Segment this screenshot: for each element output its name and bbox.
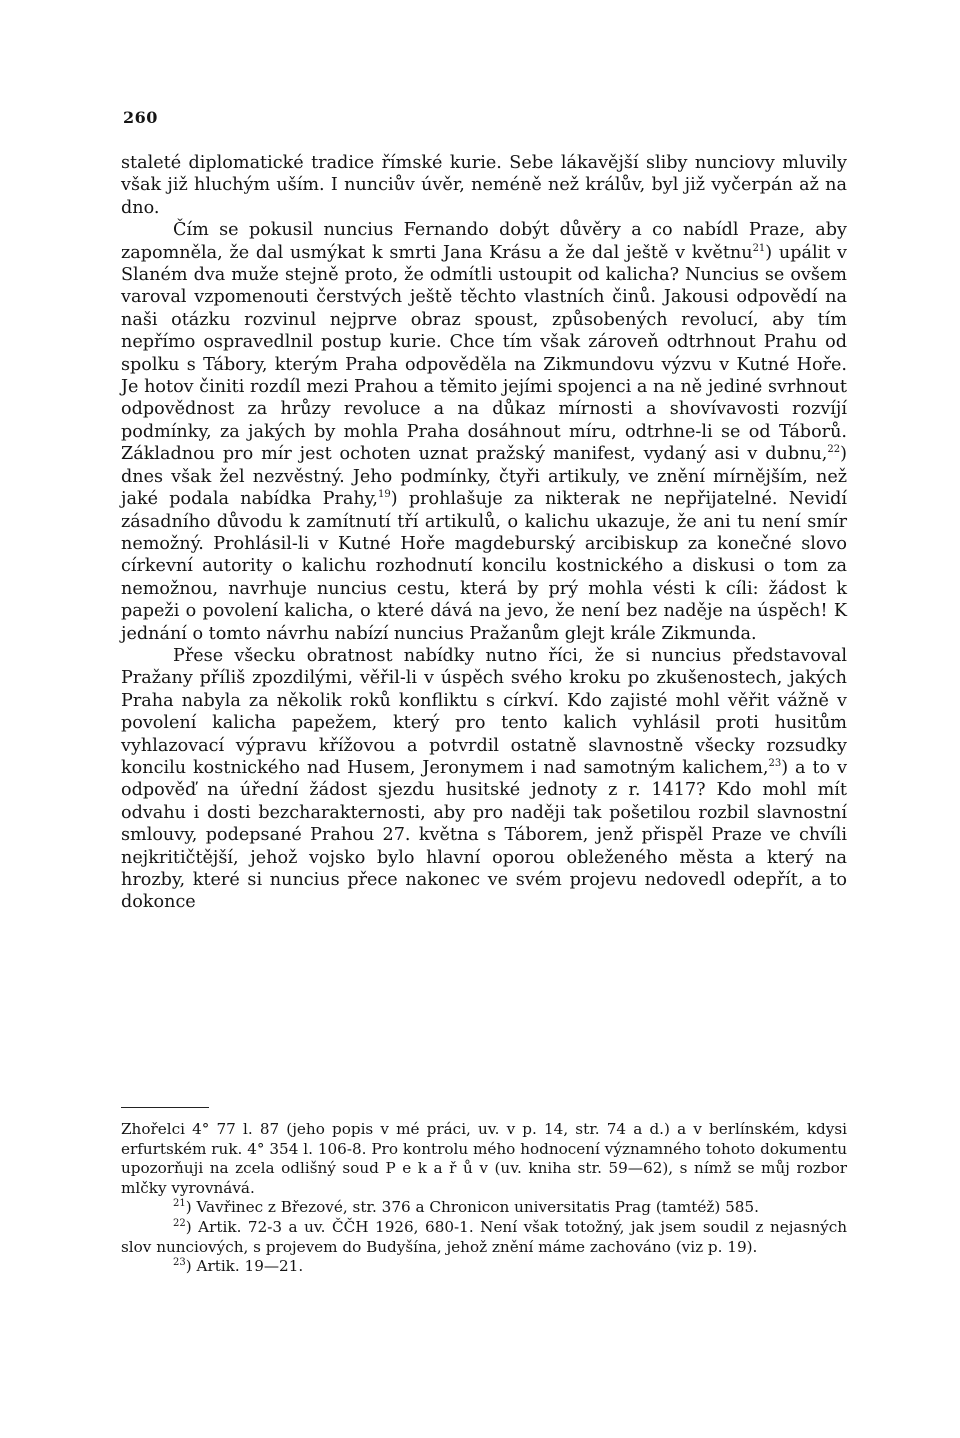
footnote-marker: 22 xyxy=(173,1217,186,1229)
footnote xyxy=(121,1257,847,1277)
footnote-marker: 23 xyxy=(173,1257,186,1269)
paragraph-text: staleté diplomatické tradice římské kurie. Sebe lákavější sliby nunciovy mluvily však již hluchým uším. I nunciův úvěr, neméně než králův, byl již vyčerpán až na dno. xyxy=(121,153,847,218)
footnote-ref: 23 xyxy=(768,758,782,770)
footnote-text: ) Vavřinec z Březové, str. 376 a Chronicon universitatis Prag (tamtéž) 585. xyxy=(185,1198,759,1217)
footnote-divider xyxy=(121,1107,209,1108)
paragraph-text: Přese všecku obratnost nabídky nutno říci, že si nuncius představoval Pražany příliš zpozdilými, věřil-li v úspěch svého kroku po zkušenostech, jakých Praha nabyla za několik roků konfliktu s církví. Kdo zajisté mohl věřit vážně v povolení kalicha papežem, který pro tento kalich vyhlásil proti husitům vyhlazovací výpravu křížovou a potvrdil ostatně slavnostně všecky rozsudky koncilu kostnického nad Husem, Jeronymem i nad samotným kalichem, xyxy=(121,645,847,778)
footnote-ref: 21 xyxy=(752,242,766,254)
main-text xyxy=(121,152,847,914)
footnote-text: ) Artik. 19—21. xyxy=(185,1257,304,1276)
paragraph-text: ) dnes však žel nezvěstný. Jeho podmínky, čtyři artikuly, ve znění mírnějším, než jaké podala nabídka Prahy, xyxy=(121,444,847,510)
footnote-ref: 22 xyxy=(827,444,841,456)
paragraph-text: ) a to v odpověď na úřední žádost sjezdu husitské jednoty z r. 1417? Kdo mohl mít odvahu i dosti bezcharakternosti, aby pro naději tak pošetilou rozbil slavnostní smlouvy, podepsané Prahou 27. května s Táborem, jenž přispěl Praze ve chvíli nejkritičtější, jehož vojsko bylo hlavní oporou obleženého města a který na hrozby, které si nuncius přece nakonec ve svém projevu nedovedl odepřít, a to dokonce xyxy=(121,757,848,913)
footnote-text: Zhořelci 4° 77 l. 87 (jeho popis v mé práci, uv. v p. 14, str. 74 a d.) a v berlínském, kdysi erfurtském ruk. 4° 354 l. 106-8. Pro kontrolu mého hodnocení významného tohoto dokumentu upozorňuji na zcela odlišný soud P e k a ř ů v (uv. kniha str. 59—62), s nímž se můj rozbor mlčky vyrovnává. xyxy=(121,1120,847,1197)
footnotes xyxy=(121,1120,847,1277)
paragraph xyxy=(121,645,847,914)
footnote-text: ) Artik. 72-3 a uv. ČČH 1926, 680-1. Není však totožný, jak jsem soudil z nejasných slov nunciových, s projevem do Budyšína, jehož znění máme zachováno (viz p. 19). xyxy=(121,1217,847,1256)
footnote-ref: 19 xyxy=(377,489,391,501)
footnote xyxy=(121,1218,847,1257)
paragraph-text: Čím se pokusil nuncius Fernando dobýt důvěry a co nabídl Praze, aby zapomněla, že dal usmýkat k smrti Jana Krásu a že dal ještě v květnu xyxy=(121,220,847,263)
page-number: 260 xyxy=(123,108,158,127)
paragraph-text: ) prohlašuje za nikterak ne nepřijatelné. Nevidí zásadního důvodu k zamítnutí tří artikulů, o kalichu ukazuje, že ani tu není smír nemožný. Prohlásil-li v Kutné Hoře magdeburský arcibiskup za konečné slovo církevní autority o kalichu rozhodnutí koncilu kostnického a diskusi o tom za nemožnou, navrhuje nuncius cestu, která by prý mohla vésti k cíli: žádost k papeži o povolení kalicha, o které dává na jevo, že není bez naděje na úspěch! K jednání o tomto návrhu nabízí nuncius Pražanům glejt krále Zikmunda. xyxy=(121,489,847,644)
paragraph-text: ) upálit v Slaném dva muže stejně proto, že odmítli ustoupit od kalicha? Nuncius se ovšem varoval vzpomenouti čerstvých ještě těchto vlastních činů. Jakousi odpovědí na naši otázku rozvinul nejprve obraz spoust, způsobených revolucí, aby tím nepřímo ospravedlnil postup kurie. Chce tím však zároveň odtrhnout Prahu od spolku s Tábory, kterým Praha odpověděla na Zikmundovu výzvu v Kutné Hoře. Je hotov činiti rozdíl mezi Prahou a těmito jejími spojenci a na ně jediné svrhnout odpovědnost za hrůzy revoluce a na důkaz mírnosti a shovívavosti rozvíjí podmínky, za jakých by mohla Praha dosáhnout míru, odtrhne-li se od Táborů. Základnou pro mír jest ochoten uznat pražský manifest, vydaný asi v dubnu, xyxy=(121,242,847,465)
footnote xyxy=(121,1120,847,1198)
paragraph xyxy=(121,152,847,219)
footnote xyxy=(121,1198,847,1218)
paragraph xyxy=(121,219,847,645)
footnote-marker: 21 xyxy=(173,1198,186,1210)
